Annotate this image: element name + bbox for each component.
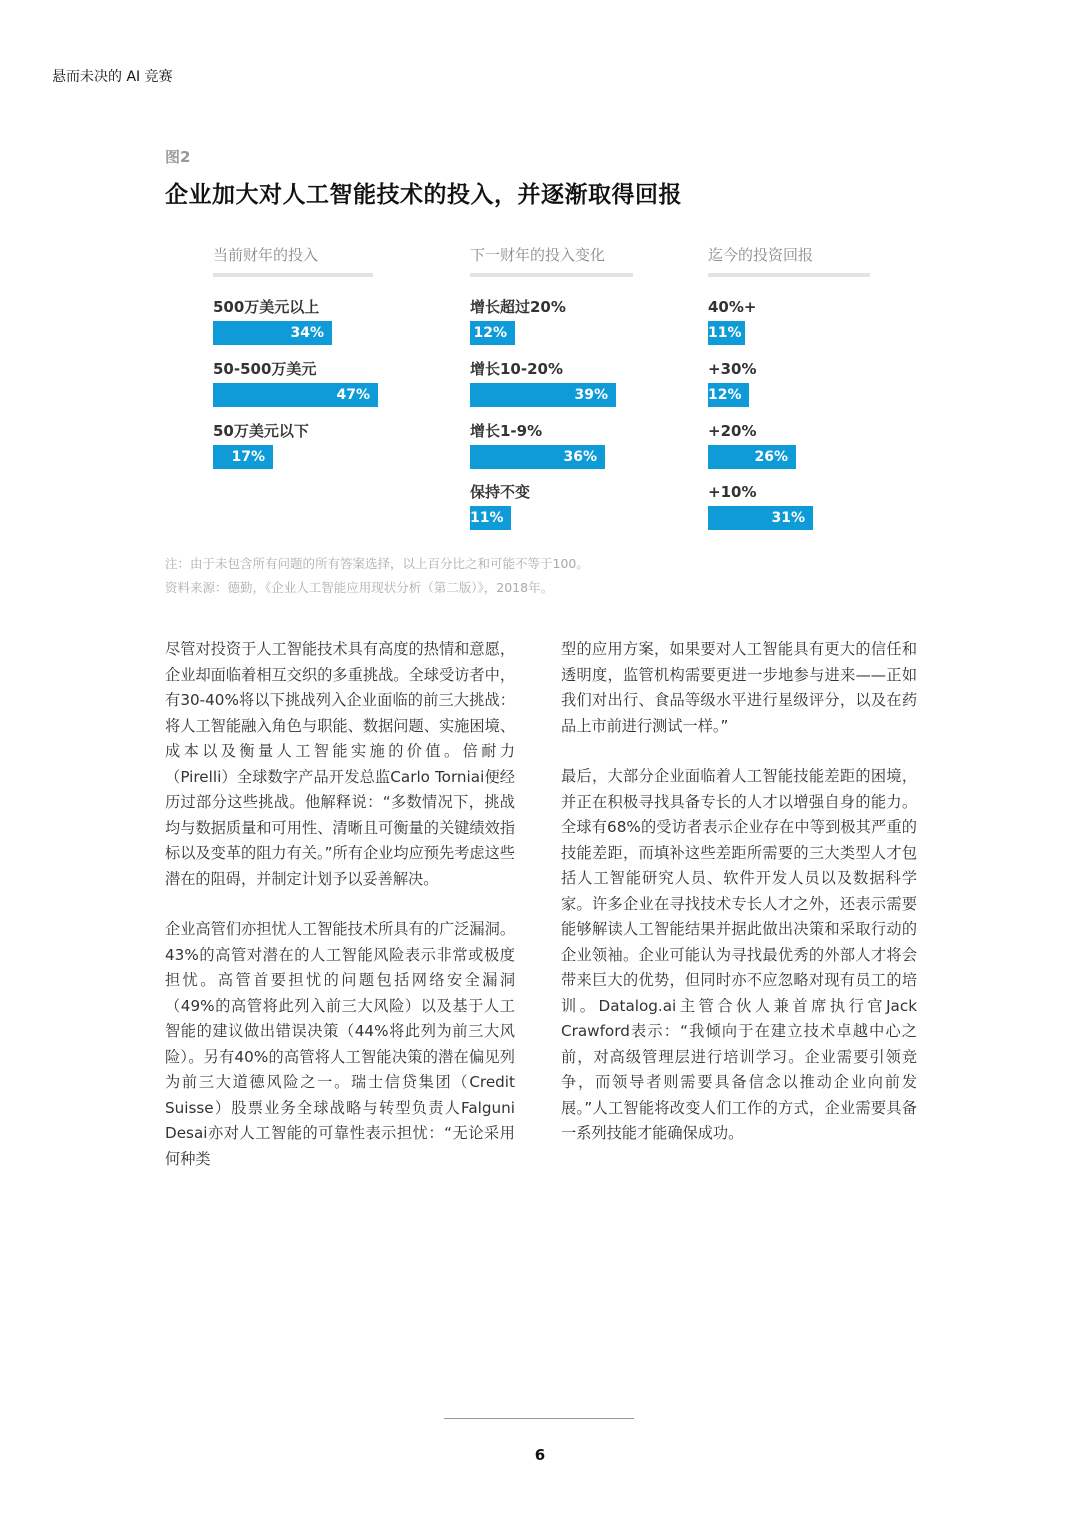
chart-item [470,420,605,469]
body-column-left [165,637,515,1197]
chart-item [470,358,616,407]
page-number: 6 [534,1446,546,1464]
chart-item [708,481,813,530]
category-label: 50万美元以下 [213,422,309,440]
paragraph: 最后，大部分企业面临着人工智能技能差距的困境，并正在积极寻找具备专长的人才以增强自身的能力。全球有68%的受访者表示企业存在中等到极其严重的技能差距，而填补这些差距所需要的三大类型人才包括人工智能研究人员、软件开发人员以及数据科学家。许多企业在寻找技术专长人才之外，还表示需要能够解读人工智能结果并据此做出决策和采取行动的企业领袖。企业可能认为寻找最优秀的外部人才将会带来巨大的优势，但同时亦不应忽略对现有员工的培训。Datalog.ai主管合伙人兼首席执行官Jack Crawford表示：“我倾向于在建立技术卓越中心之前，对高级管理层进行培训学习。企业需要引领竞争，而领导者则需要具备信念以推动企业向前发展。”人工智能将改变人们工作的方式，企业需要具备一系列技能才能确保成功。 [561,767,917,1142]
category-label: +20% [708,422,757,440]
bar: 31% [708,506,813,530]
bar: 34% [213,321,332,345]
paragraph: 尽管对投资于人工智能技术具有高度的热情和意愿，企业却面临着相互交织的多重挑战。全球受访者中，有30-40%将以下挑战列入企业面临的前三大挑战：将人工智能融入角色与职能、数据问题、实施困境、成本以及衡量人工智能实施的价值。倍耐力（Pirelli）全球数字产品开发总监Carlo Torniai便经历过部分这些挑战。他解释说：“多数情况下，挑战均与数据质量和可用性、清晰且可衡量的关键绩效指标以及变革的阻力有关。”所有企业均应预先考虑这些潜在的阻碍，并制定计划予以妥善解决。 [165,640,515,888]
bar: 39% [470,383,616,407]
category-label: 保持不变 [470,483,531,501]
figure-label: 图2 [165,148,191,166]
chart-item [470,481,530,530]
footer-divider [444,1418,634,1419]
document-header: 悬而未决的 AI 竞赛 [52,69,173,85]
bar: 12% [708,383,749,407]
panel-heading: 下一财年的投入变化 [470,244,633,277]
paragraph: 型的应用方案，如果要对人工智能具有更大的信任和透明度，监管机构需要更进一步地参与进来——正如我们对出行、食品等级水平进行星级评分，以及在药品上市前进行测试一样。” [561,640,917,735]
bar: 11% [470,506,511,530]
bar: 36% [470,445,605,469]
bar: 11% [708,321,745,345]
chart-item [213,358,378,407]
category-label: 增长超过20% [470,298,566,316]
chart-item [708,296,756,345]
category-label: 500万美元以上 [213,298,320,316]
category-label: +30% [708,360,757,378]
chart-item [708,358,756,407]
panel-heading: 当前财年的投入 [213,244,373,277]
chart-item [708,420,796,469]
bar: 12% [470,321,515,345]
category-label: 增长1-9% [470,422,543,440]
bar: 47% [213,383,378,407]
body-column-right [561,637,917,1172]
category-label: 40%+ [708,298,757,316]
chart-item [213,420,309,469]
category-label: 增长10-20% [470,360,564,378]
panel-heading: 迄今的投资回报 [708,244,870,277]
figure-source: 资料来源：德勤，《企业人工智能应用现状分析（第二版）》，2018年。 [165,580,554,595]
figure-title: 企业加大对人工智能技术的投入，并逐渐取得回报 [165,182,682,208]
chart-item [213,296,332,345]
chart-panel-3 [708,244,870,526]
figure-note: 注：由于未包含所有问题的所有答案选择，以上百分比之和可能不等于100。 [165,556,589,571]
category-label: 50-500万美元 [213,360,317,378]
bar: 17% [213,445,273,469]
bar: 26% [708,445,796,469]
chart-item [470,296,566,345]
paragraph: 企业高管们亦担忧人工智能技术所具有的广泛漏洞。43%的高管对潜在的人工智能风险表示非常或极度担忧。高管首要担忧的问题包括网络安全漏洞（49%的高管将此列入前三大风险）以及基于人工智能的建议做出错误决策（44%将此列为前三大风险）。另有40%的高管将人工智能决策的潜在偏见列为前三大道德风险之一。瑞士信贷集团（Credit Suisse）股票业务全球战略与转型负责人Falguni Desai亦对人工智能的可靠性表示担忧：“无论采用何种类 [165,920,515,1168]
category-label: +10% [708,483,757,501]
chart-panel-2 [470,244,633,526]
chart-panel-1 [213,244,373,465]
figure-notes [165,552,589,600]
